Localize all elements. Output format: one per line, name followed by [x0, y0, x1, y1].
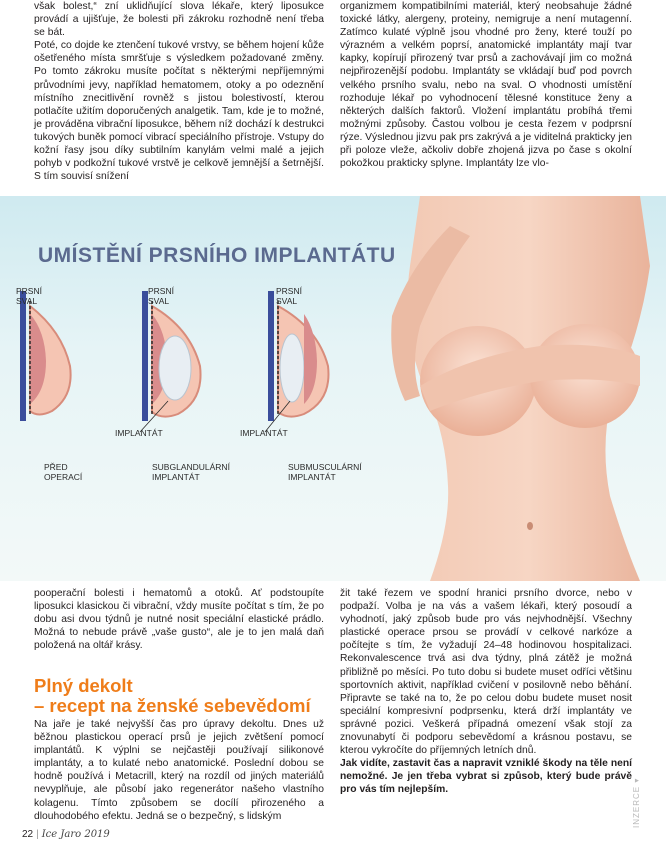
diagram-before — [20, 291, 71, 421]
paragraph: Na jaře je také nejvyšší čas pro úpravy dekoltu. Dnes už běžnou plastickou operací prsů je jejich zvětšení pomocí implantátů. K výplni se nejčastěji používají silikonové implantáty, a to kulaté nebo anatomické. Poslední dobou se hodně používá i Metacrill, který na rozdíl od jiných materiálů nevyplňuje, ale působí jako regenerátor našeho vlastního kolagenu. Tímto způsobem se docílí přirozeného a dlouhodobého efektu. Jedná se o bezpečný, s lidským — [34, 719, 324, 822]
article-column-bottom-right — [340, 587, 632, 797]
paragraph: pooperační bolesti i hematomů a otoků. Ať podstoupíte liposukci klasickou či vibrační, vždy musíte počítat s tím, že po dobu asi dvou týdnů je nutné nosit speciální elastické prádlo. Možná to nebude právě „vaše gusto“, ale je to jen malá daň položená na oltář krásy. — [34, 588, 324, 652]
page-number: 22 — [22, 829, 34, 840]
advert-label: INZERCE ▾ — [632, 777, 641, 828]
label-implant: IMPLANTÁT — [240, 428, 288, 438]
page-footer — [22, 829, 110, 840]
caption-before: PŘED — [44, 462, 68, 472]
section-heading-line: – recept na ženské sebevědomí — [34, 695, 311, 716]
hero-illustration — [0, 196, 666, 581]
caption-subglandular: SUBGLANDULÁRNÍ — [152, 462, 230, 472]
label-muscle: PRSNÍ — [148, 286, 174, 296]
diagram-title: UMÍSTĚNÍ PRSNÍHO IMPLANTÁTU — [38, 244, 396, 267]
caption-submuscular: SUBMUSCULÁRNÍ — [288, 462, 362, 472]
torso-figure — [391, 196, 650, 581]
label-muscle: PRSNÍ — [16, 286, 42, 296]
label-muscle: SVAL — [276, 296, 298, 306]
paragraph: Poté, co dojde ke ztenčení tukové vrstvy, se během hojení kůže ošetřeného místa smršťuje s výsledkem požadované změny. Po tomto zákroku musíte počítat s některými nepříjemnými průvodními jevy, například hematomem, otoky a po odeznění místního znecitlivění rovněž s jistou bolestivostí, kterou potlačíte užitím doporučených analgetik. Tam, kde je to možné, je prováděna vibrační liposukce, během níž dochází k destrukci tukových buněk pomocí vibrací speciálního přístroje. Vstupy do kožní řasy jsou díky subtilním kanylám velmi malé a jejich pohyb v podkožní tukové vrstvě je celkově jemnější a šetrnější. S tím souvisí snížení — [34, 40, 325, 183]
label-muscle: PRSNÍ — [276, 286, 302, 296]
article-column-top-right — [340, 0, 632, 170]
navel — [527, 522, 533, 530]
paragraph: organizmem kompatibilními materiál, který neobsahuje žádné toxické látky, alergeny, proteiny, nemigruje a není mutagenní. Zatímco kulaté výplně jsou vhodné pro ženy, které touží po výrazném a velkém poprsí, anatomické implantáty mají tvar kapky, kopírují přirozený tvar prsů a zachovávají jim co možná nejpřirozenější podobu. Implantáty se vkládají buď pod povrch velkého prsního svalu, nebo na sval. O vhodnosti umístění rozhoduje lékař po vyhodnocení tělesné konstituce ženy a některých dalších faktorů. Vložení implantátu probíhá třemi možnými způsoby. Častou volbou je cesta řezem v podprsní rýze. Výslednou jizvu pak prs zakrývá a je viditelná prakticky jen při poloze vleže, ačkoliv dobře zhojená jizva po čase s okolní pokožkou prakticky splyne. Implantáty lze vlo- — [340, 1, 632, 170]
article-column-bottom-left-2 — [34, 718, 324, 823]
label-implant: IMPLANTÁT — [115, 428, 163, 438]
label-muscle: SVAL — [148, 296, 170, 306]
label-muscle: SVAL — [16, 296, 38, 306]
paragraph: žit také řezem ve spodní hranici prsního dvorce, nebo v podpaží. Volba je na vás a vašem lékaři, který posoudí a vyhodnotí, jaký způsob bude pro vás nejvhodnější. Všechny plastické operace prsou se provádí v celkové narkóze a počítejte s tím, že vyžadují 24–48 hodinovou hospitalizaci. Rekonvalescence trvá asi dva týdny, plná zátěž je možná přibližně po měsíci. Po tuto dobu si budete muset odříci většinu sportovních aktivit, například cvičení v posilovně nebo běhání. Připravte se také na to, že po celou dobu budete muset nosit speciální kompresivní podprsenku, která drží implantáty ve správné pozici. Veškerá případná omezení však stojí za znovunabytí či podporu sebevědomí a krásnou postavu, se kterou vykročíte do příjemných letních dnů. — [340, 588, 632, 757]
magazine-name: Ice Jaro 2019 — [41, 829, 110, 840]
paragraph: však bolest,“ zní uklidňující slova lékaře, který liposukce provádí a ujišťuje, že bolesti při zákroku rozhodně není třeba se bát. — [34, 1, 324, 39]
diagram-subglandular — [142, 291, 201, 421]
section-heading — [34, 676, 324, 716]
diagram-submuscular — [268, 291, 329, 421]
caption-before: OPERACÍ — [44, 472, 83, 482]
implant-diagram — [0, 196, 666, 581]
caption-subglandular: IMPLANTÁT — [152, 472, 200, 482]
article-column-bottom-left — [34, 587, 324, 652]
section-heading-line: Plný dekolt — [34, 675, 133, 696]
paragraph-bold: Jak vidíte, zastavit čas a napravit vzniklé škody na těle není nemožné. Je jen třeba vybrat si způsob, který bude právě pro vás tím nejlepším. — [340, 758, 632, 796]
advert-tag — [632, 777, 652, 840]
separator: | — [36, 829, 39, 840]
article-column-top-left — [34, 0, 324, 183]
caption-submuscular: IMPLANTÁT — [288, 472, 336, 482]
